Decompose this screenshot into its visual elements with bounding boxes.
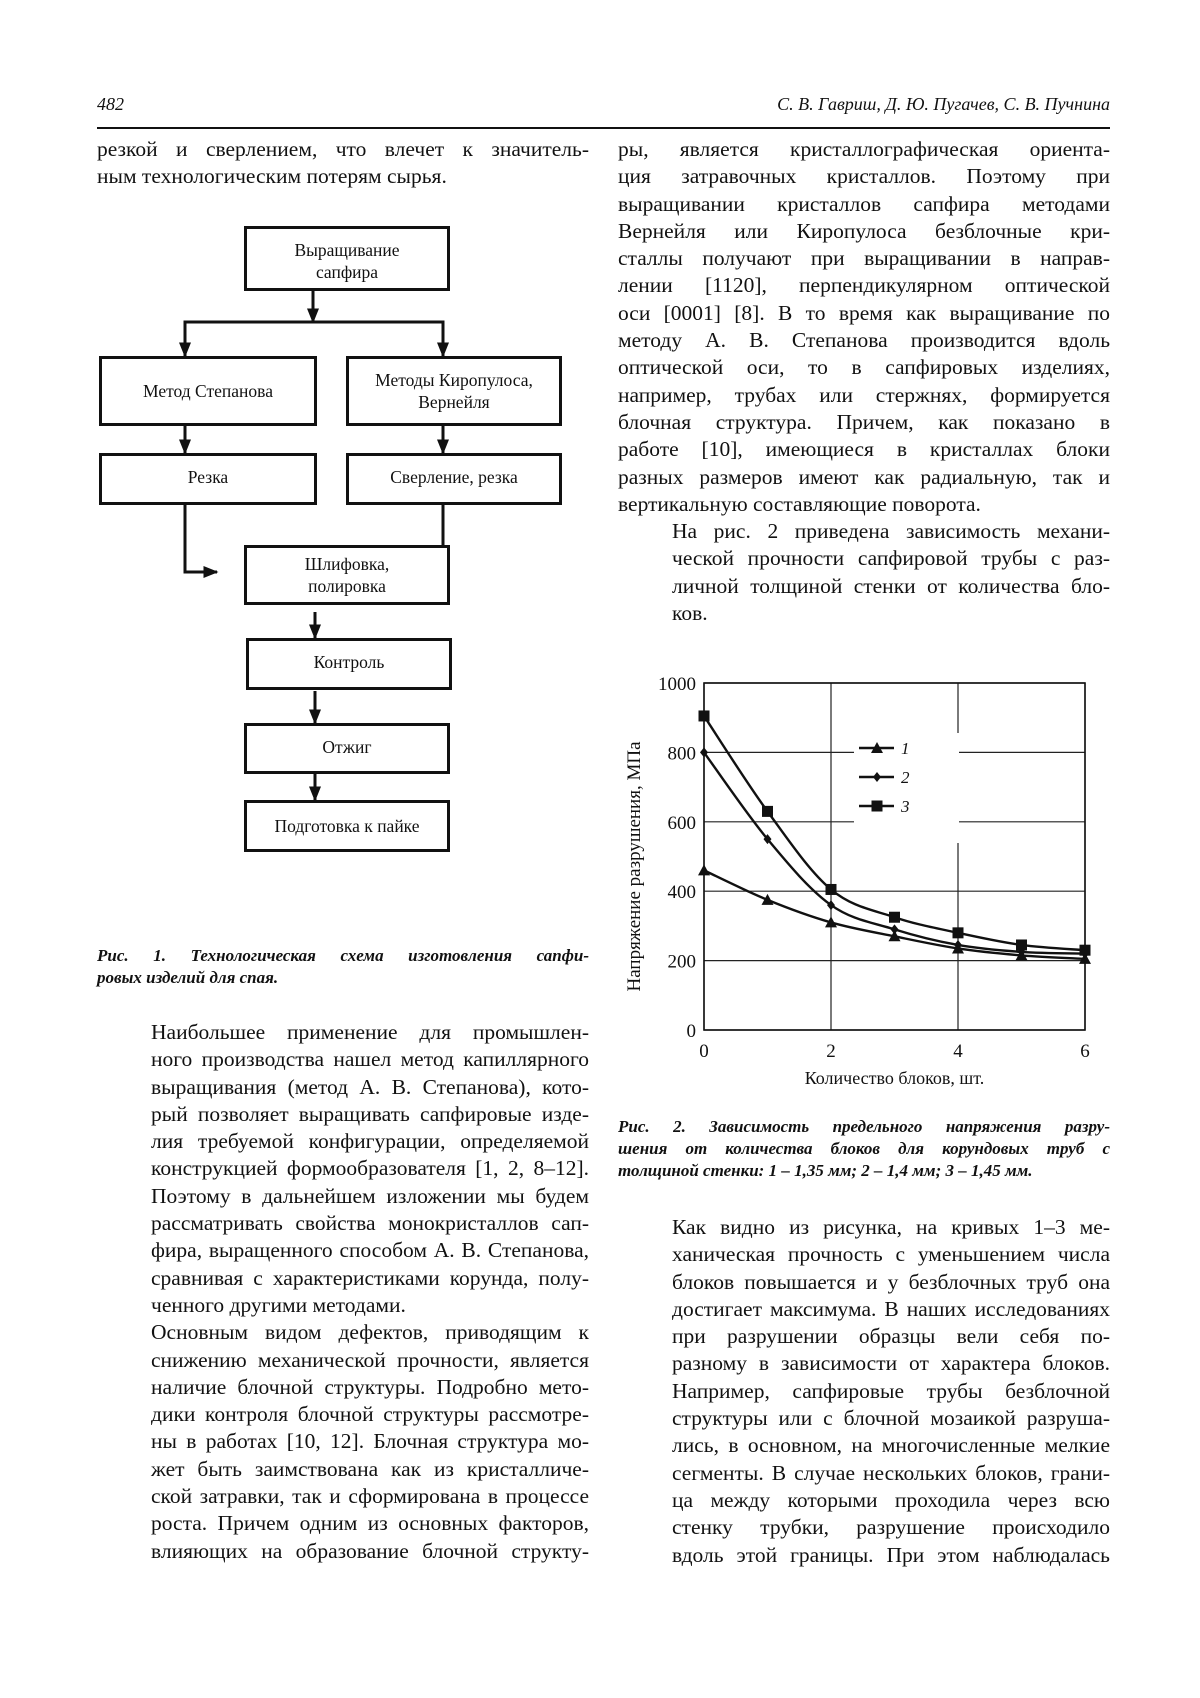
authors: С. В. Гавриш, Д. Ю. Пугачев, С. В. Пучнина: [777, 94, 1110, 114]
right-paragraph-3: Как видно из рисунка, на кривых 1–3 ме- ханическая прочность с уменьшением числа блоков повышается и у безблочных труб она достигает максимума. В наших исследованиях при разрушении образцы вели себя по- разному в зависимости от характера блоков. Например, сапфировые трубы безблочной структуры или с блочной мозаикой разруша- лись, в основном, на многочисленные мелкие сегменты. В случае нескольких блоков, грани- ца между которыми проходила через всю стенку трубки, разрушение происходило вдоль этой границы. При этом наблюдалась: [672, 1215, 1110, 1567]
box-kyropoulos-verneuil: Методы Киропулоса, Вернейля: [346, 356, 562, 426]
left-paragraph-1: Наибольшее применение для промышлен- ного производства нашел метод капиллярного выращивания (метод А. В. Степанова), кото- рый позволяет выращивать сапфировые изде- лия требуемой конфигурации, определяемой конструкцией формообразователя [1, 2, 8–12]. Поэтому в дальнейшем изложении мы будем рассматривать свойства монокристаллов сап- фира, выращенного способом А. В. Степанова, сравнивая с характеристиками корунда, полу- ченного другими методами. Основным видом дефектов, приводящим к снижению механической прочности, является наличие блочной структуры. Подробно мето- дики контроля блочной структуры рассмотре- ны в работах [10, 12]. Блочная структура мо- жет быть заимствована как из кристалличе- ской затравки, так и сформирована в процессе роста. Причем одним из основных факторов, влияющих на образование блочной структу-: [151, 1020, 589, 1563]
box-control: Контроль: [246, 638, 452, 690]
header-rule: [97, 127, 1110, 129]
y-tick-label: 800: [667, 743, 696, 765]
box-soldering-prep: Подготовка к пайке: [244, 800, 450, 852]
box-grinding-polishing: Шлифовка, полировка: [244, 545, 450, 605]
x-axis-label: Количество блоков, шт.: [804, 1068, 985, 1088]
right-paragraph-1: ры, является кристаллографическая ориента- ция затравочных кристаллов. Поэтому при выращивании кристаллов сапфира методами Вернейля или Киропулоса безблочные кри- сталлы получают при выращивании в направ- лении [1120], перпендикулярном оптической оси [0001] [8]. В то время как выращивание по методу А. В. Степанова производится вдоль оптической оси, то в сапфировых изделиях, например, трубах или стержнях, формируется блочная структура. Причем, как показано в работе [10], имеющиеся в кристаллах блоки разных размеров имеют как радиальную, так и вертикальную составляющие поворота. На рис. 2 приведена зависимость механи- ческой прочности сапфировой трубы с раз- личной толщиной стенки от количества бло- ков.: [618, 137, 1110, 626]
box-cutting: Резка: [99, 453, 317, 505]
y-tick-label: 600: [667, 812, 696, 834]
x-tick-label: 2: [826, 1041, 836, 1062]
box-drilling-cutting: Сверление, резка: [346, 453, 562, 505]
y-tick-label: 0: [686, 1021, 696, 1042]
running-head: [97, 90, 1110, 120]
y-tick-label: 1000: [658, 674, 696, 695]
page-number: 482: [97, 94, 124, 114]
svg-text:2: 2: [901, 768, 910, 787]
x-tick-label: 6: [1080, 1041, 1090, 1062]
figure-1-flowchart: [97, 225, 597, 925]
svg-text:3: 3: [901, 797, 910, 816]
y-axis-label: Напряжение разрушения, МПа: [624, 741, 645, 992]
svg-text:1: 1: [901, 739, 910, 758]
x-tick-label: 0: [699, 1041, 709, 1062]
y-tick-label: 200: [667, 951, 696, 973]
y-tick-label: 400: [667, 882, 696, 904]
figure-2-caption: Рис. 2. Зависимость предельного напряжения разру- шения от количества блоков для корундовых труб с толщиной стенки: 1 – 1,35 мм; 2 – 1,4 мм; 3 – 1,45 мм.: [618, 1117, 1110, 1180]
figure-1-caption: Рис. 1. Технологическая схема изготовления сапфи- ровых изделий для спая.: [97, 946, 589, 987]
x-tick-label: 4: [953, 1041, 963, 1062]
box-sapphire-growing: Выращивание сапфира: [244, 226, 450, 291]
stress-vs-blocks-chart: [618, 670, 1118, 1100]
box-stepanov-method: Метод Степанова: [99, 356, 317, 426]
figure-2-chart: [618, 670, 1118, 1100]
box-annealing: Отжиг: [244, 723, 450, 774]
left-intro-text: резкой и сверлением, что влечет к значитель- ным технологическим потерям сырья.: [97, 137, 589, 189]
